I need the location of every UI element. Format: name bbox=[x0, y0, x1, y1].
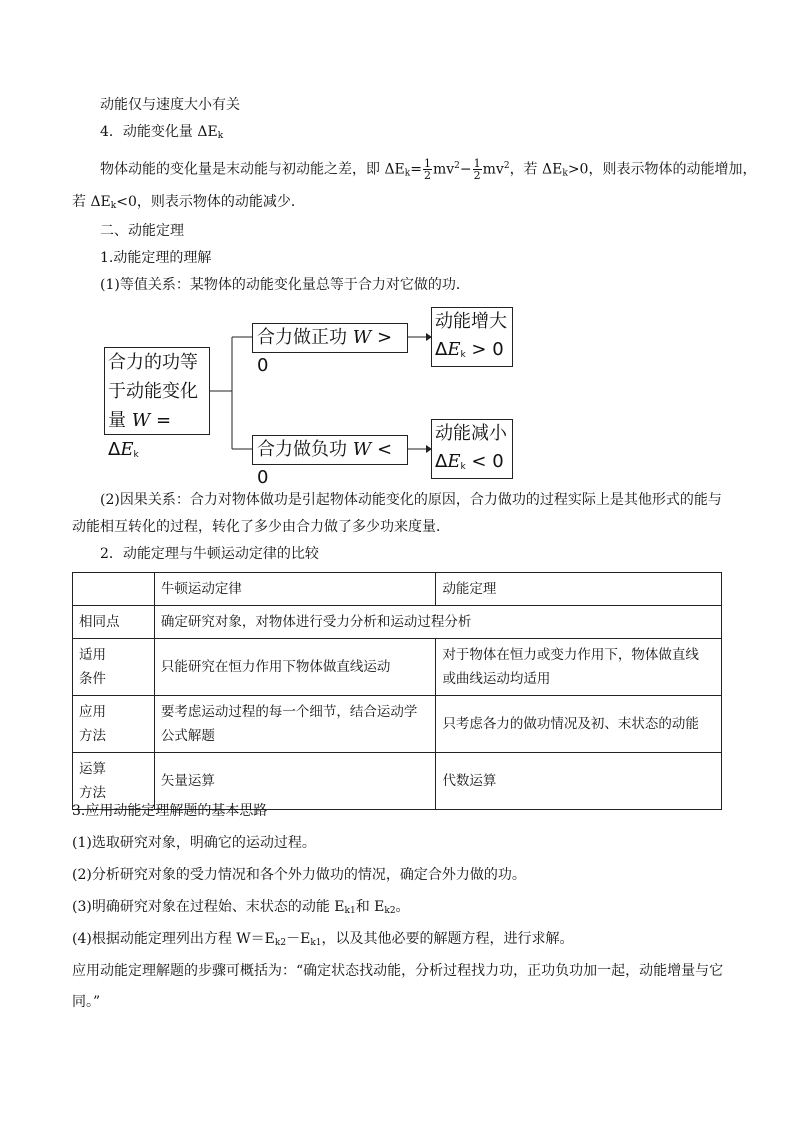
para-delta-ek-negative: 若 $\Delta E_k<0$，则表示物体的动能减少． bbox=[72, 194, 305, 211]
table-cell: 适用 条件 bbox=[73, 639, 155, 696]
step-2: (2)分析研究对象的受力情况和各个外力做功的情况，确定合外力做的功。 bbox=[72, 867, 526, 883]
table-cell: 只考虑各力的做功情况及初、末状态的动能 bbox=[436, 696, 722, 753]
table-cell: 牛顿运动定律 bbox=[154, 573, 436, 606]
table-cell: 应用 方法 bbox=[73, 696, 155, 753]
table-cell: 要考虑运动过程的每一个细节，结合运动学 公式解题 bbox=[154, 696, 436, 753]
heading-theorem: 二、动能定理 bbox=[100, 223, 184, 239]
step-3: (3)明确研究对象在过程始、末状态的动能 $E_{k1}$和 $E_{k2}$。 bbox=[72, 899, 410, 916]
table-cell: 代数运算 bbox=[436, 753, 722, 810]
table-row bbox=[73, 573, 722, 606]
para-kinetic-speed: 动能仅与速度大小有关 bbox=[100, 97, 240, 113]
table-cell bbox=[73, 573, 155, 606]
comparison-table bbox=[72, 572, 722, 810]
table-cell: 只能研究在恒力作用下物体做直线运动 bbox=[154, 639, 436, 696]
para-delta-ek-definition: 物体动能的变化量是末动能与初动能之差，即 $\Delta E_k=$ $\frac{1}{2}$ $mv^2-$ $\frac{1}{2}$ $mv^2$，若 $\Delta E_k>0$，则表示物体的动能增加， bbox=[100, 157, 757, 183]
table-cell: 对于物体在恒力或变力作用下，物体做直线 或曲线运动均适用 bbox=[436, 639, 722, 696]
heading-comparison: 2．动能定理与牛顿运动定律的比较 bbox=[100, 546, 319, 562]
diagram-negative-work: 合力做负功 W < 0 bbox=[252, 435, 408, 465]
table-cell: 动能定理 bbox=[436, 573, 722, 606]
table-row bbox=[73, 639, 722, 696]
step-4: (4)根据动能定理列出方程 $W=E_{k2}-E_{k1}$，以及其他必要的解题方程，进行求解。 bbox=[72, 931, 574, 948]
heading-understanding: 1.动能定理的理解 bbox=[100, 250, 212, 266]
para-equivalence: (1)等值关系：某物体的动能变化量总等于合力对它做的功． bbox=[100, 277, 470, 293]
diagram-connectors bbox=[0, 0, 794, 500]
para-causal-2: 动能相互转化的过程，转化了多少由合力做了多少功来度量． bbox=[72, 519, 450, 535]
table-cell: 相同点 bbox=[73, 606, 155, 639]
heading-approach: 3.应用动能定理解题的基本思路 bbox=[72, 803, 268, 819]
diagram-left-box: 合力的功等 于动能变化 量 $W = \Delta E_k$ bbox=[104, 347, 210, 435]
heading-delta-ek: 4．动能变化量 $\Delta E_k$ bbox=[100, 124, 224, 141]
table-cell: 矢量运算 bbox=[154, 753, 436, 810]
table-cell: 运算 方法 bbox=[73, 753, 155, 810]
diagram-positive-work: 合力做正功 W > 0 bbox=[252, 323, 408, 353]
table-cell: 确定研究对象，对物体进行受力分析和运动过程分析 bbox=[154, 606, 721, 639]
table-row bbox=[73, 696, 722, 753]
table-row bbox=[73, 606, 722, 639]
summary-line-1: 应用动能定理解题的步骤可概括为：“确定状态找动能，分析过程找力功，正功负功加一起，动能增量与它 bbox=[72, 963, 724, 979]
diagram-ke-increase: 动能增大 $\Delta E_k > 0$ bbox=[431, 307, 513, 367]
summary-line-2: 同。” bbox=[72, 994, 101, 1010]
diagram-ke-decrease: 动能减小 $\Delta E_k < 0$ bbox=[431, 419, 513, 479]
para-causal-1: (2)因果关系：合力对物体做功是引起物体动能变化的原因，合力做功的过程实际上是其他形式的能与 bbox=[100, 492, 722, 508]
step-1: (1)选取研究对象，明确它的运动过程。 bbox=[72, 835, 316, 851]
